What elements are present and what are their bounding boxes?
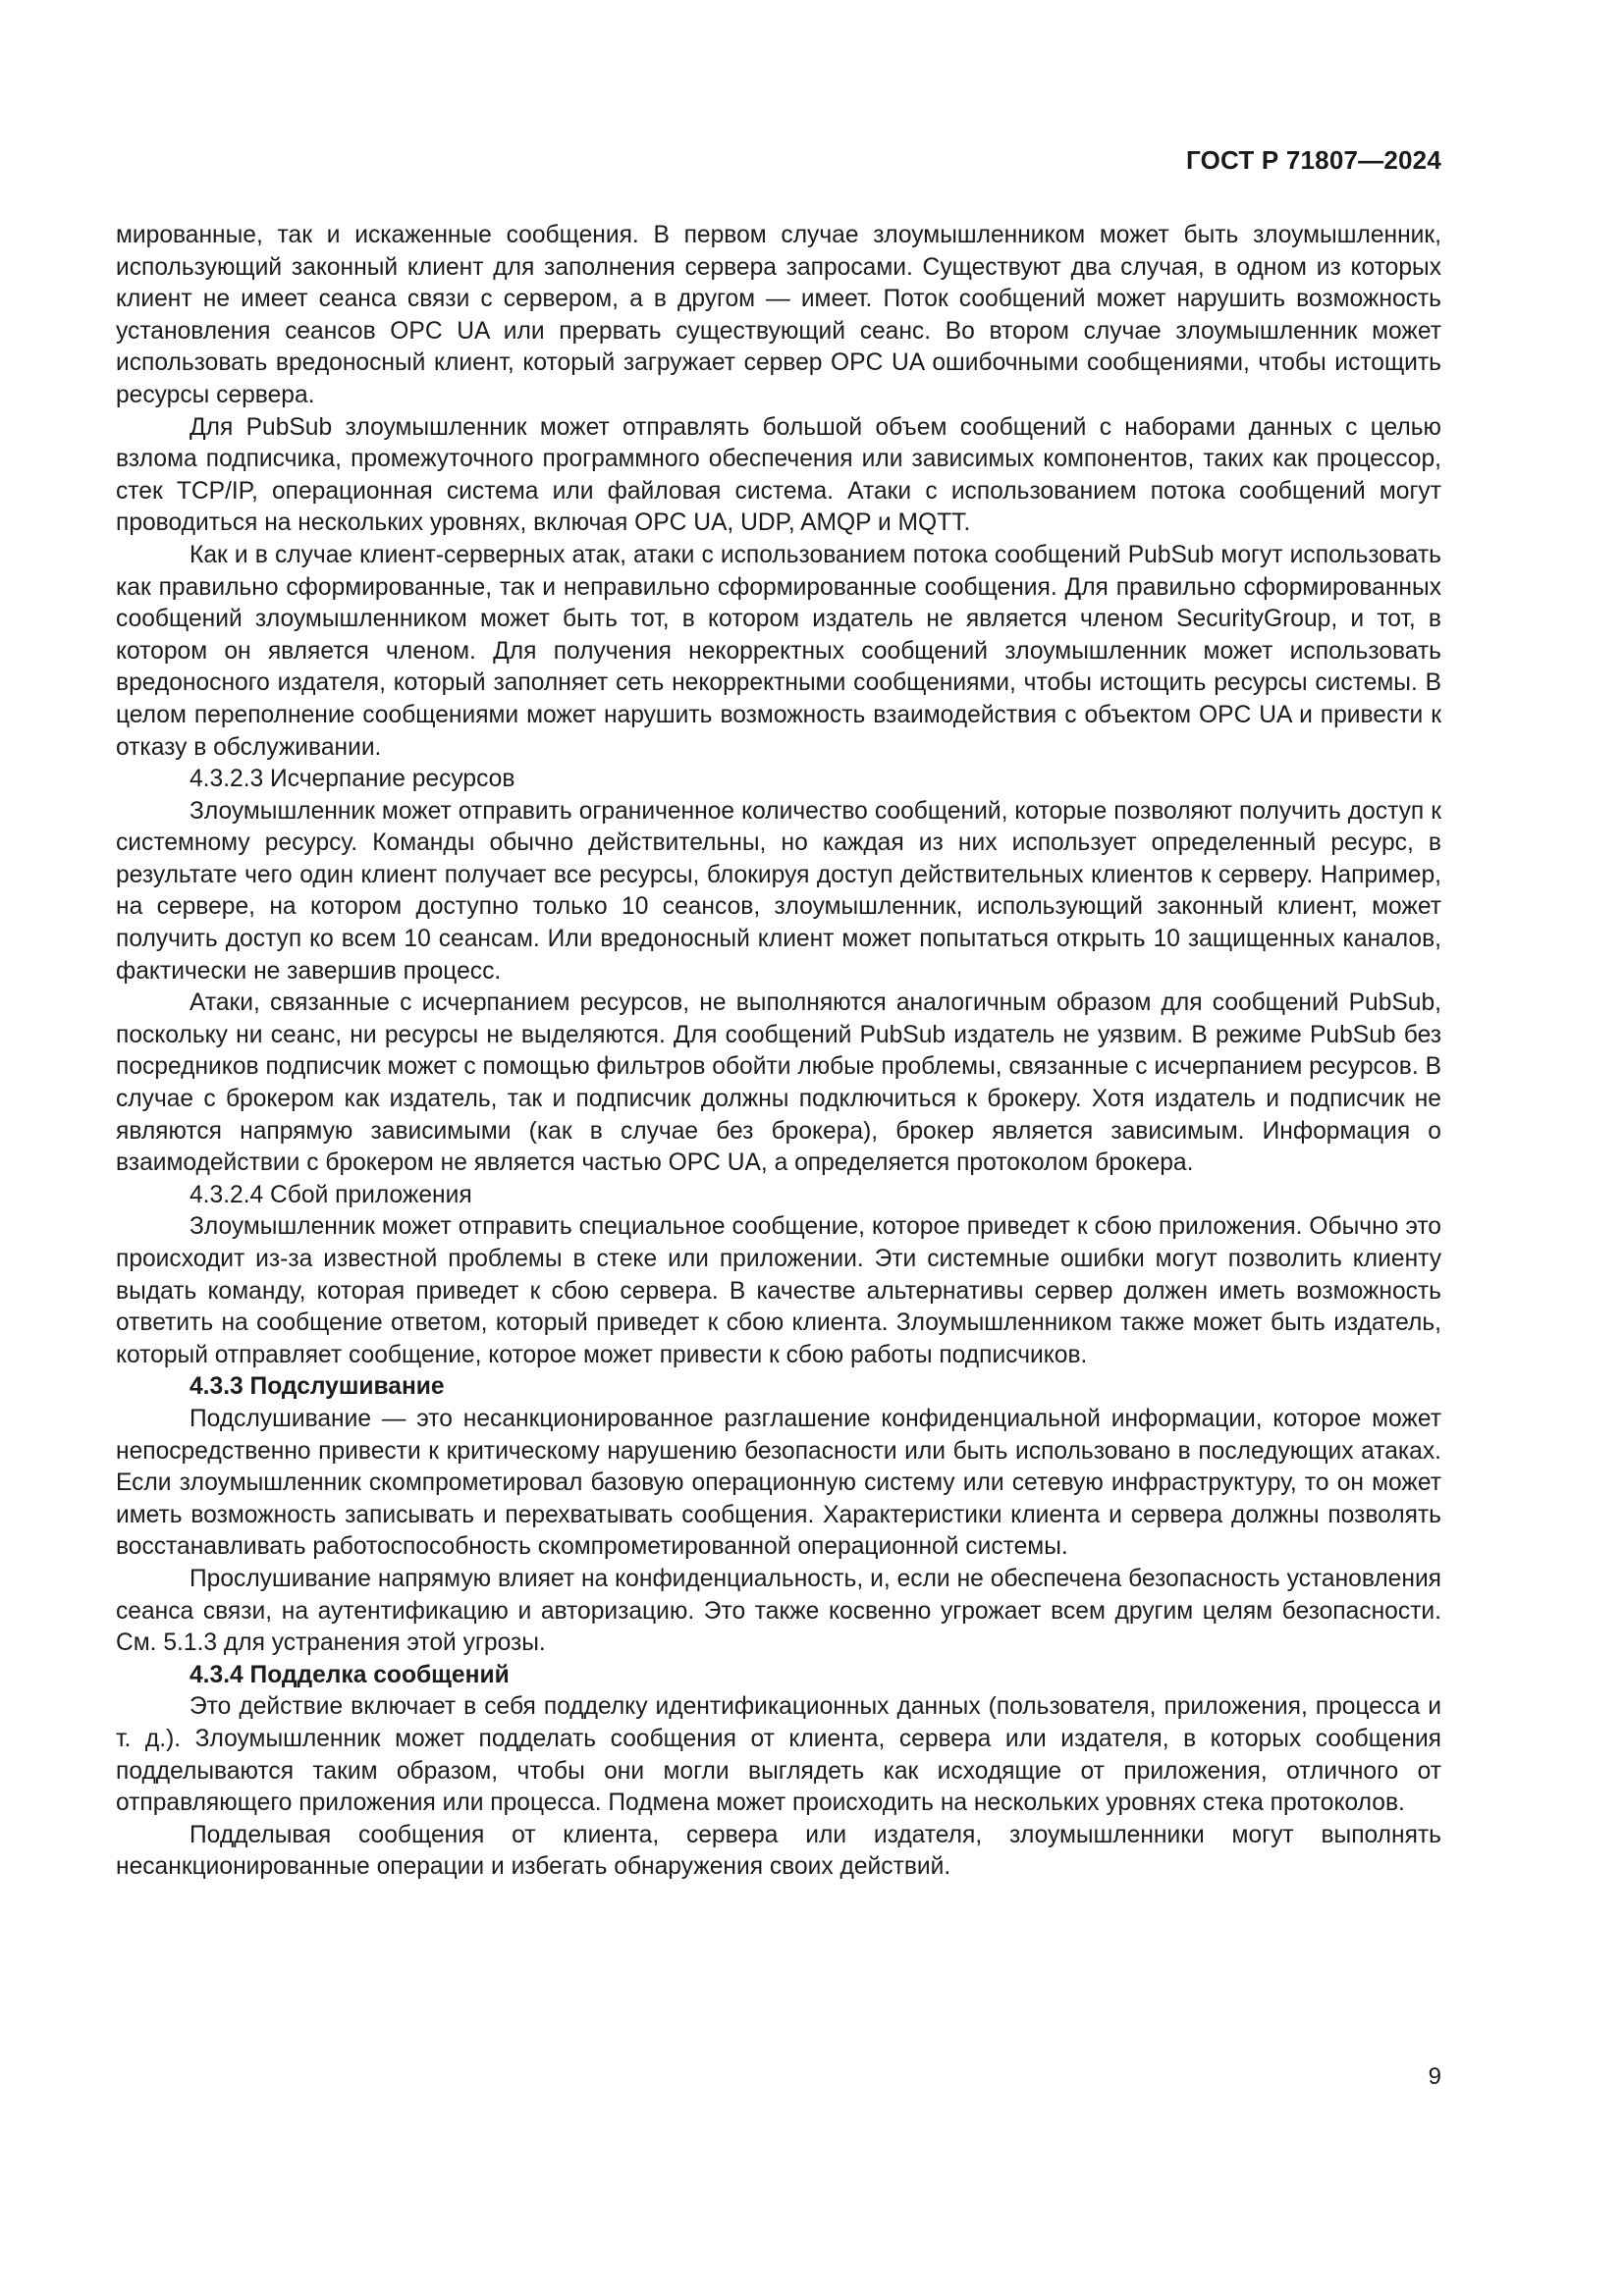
section-heading-4-3-2-4: 4.3.2.4 Сбой приложения (189, 1181, 472, 1208)
paragraph: Как и в случае клиент-серверных атак, атаки с использованием потока сообщений PubSub могут использовать как правильно сформированные, так и неправильно сформированные сообщения. Для правильно сформированных сообщений злоумышленником может быть тот, в котором издатель не является членом SecurityGroup, и тот, в котором он является членом. Для получения некорректных сообщений злоумышленник может использовать вредоносного издателя, который заполняет сеть некорректными сообщениями, чтобы истощить ресурсы системы. В целом переполнение сообщениями может нарушить возможность взаимодействия с объектом OPC UA и привести к отказу в обслуживании. (116, 541, 1441, 761)
section-heading-4-3-4: 4.3.4 Подделка сообщений (189, 1661, 510, 1688)
paragraph: Злоумышленник может отправить специальное сообщение, которое приведет к сбою приложения. Обычно это происходит из-за известной проблемы в стеке или приложении. Эти системные ошибки могут позволить клиенту выдать команду, которая приведет к сбою сервера. В качестве альтернативы сервер должен иметь возможность ответить на сообщение ответом, который приведет к сбою клиента. Злоумышленником также может быть издатель, который отправляет сообщение, которое может привести к сбою работы подписчиков. (116, 1213, 1441, 1368)
document-header: ГОСТ Р 71807—2024 (1186, 145, 1441, 175)
paragraph: Злоумышленник может отправить ограниченное количество сообщений, которые позволяют получить доступ к системному ресурсу. Команды обычно действительны, но каждая из них использует определенный ресурс, в результате чего один клиент получает все ресурсы, блокируя доступ действительных клиентов к серверу. Например, на сервере, на котором доступно только 10 сеансов, злоумышленник, использующий законный клиент, может получить доступ ко всем 10 сеансам. Или вредоносный клиент может попытаться открыть 10 защищенных каналов, фактически не завершив процесс. (116, 797, 1441, 985)
section-heading-4-3-2-3: 4.3.2.3 Исчерпание ресурсов (189, 766, 515, 793)
paragraph: Для PubSub злоумышленник может отправлять большой объем сообщений с наборами данных с целью взлома подписчика, промежуточного программного обеспечения или зависимых компонентов, таких как процессор, стек TCP/IP, операционная система или файловая система. Атаки с использованием потока сообщений могут проводиться на нескольких уровнях, включая OPC UA, UDP, AMQP и MQTT. (116, 413, 1441, 537)
paragraph: Это действие включает в себя подделку идентификационных данных (пользователя, приложения, процесса и т. д.). Злоумышленник может подделать сообщения от клиента, сервера или издателя, в которых сообщения подделываются таким образом, чтобы они могли выглядеть как исходящие от приложения, отличного от отправляющего приложения или процесса. Подмена может происходить на нескольких уровнях стека протоколов. (116, 1693, 1441, 1817)
paragraph: Подделывая сообщения от клиента, сервера или издателя, злоумышленники могут выполнять несанкционированные операции и избегать обнаружения своих действий. (116, 1821, 1441, 1881)
paragraph-continuation: мированные, так и искаженные сообщения. В первом случае злоумышленником может быть злоумышленник, использующий законный клиент для заполнения сервера запросами. Существуют два случая, в одном из которых клиент не имеет сеанса связи с сервером, а в другом — имеет. Поток сообщений может нарушить возможность установления сеансов OPC UA или прервать существующий сеанс. Во втором случае злоумышленник может использовать вредоносный клиент, который загружает сервер OPC UA ошибочными сообщениями, чтобы истощить ресурсы сервера. (116, 222, 1441, 408)
paragraph: Прослушивание напрямую влияет на конфиденциальность, и, если не обеспечена безопасность установления сеанса связи, на аутентификацию и авторизацию. Это также косвенно угрожает всем другим целям безопасности. См. 5.1.3 для устранения этой угрозы. (116, 1565, 1441, 1657)
document-body (116, 220, 1441, 1884)
paragraph: Атаки, связанные с исчерпанием ресурсов, не выполняются аналогичным образом для сообщений PubSub, поскольку ни сеанс, ни ресурсы не выделяются. Для сообщений PubSub издатель не уязвим. В режиме PubSub без посредников подписчик может с помощью фильтров обойти любые проблемы, связанные с исчерпанием ресурсов. В случае с брокером как издатель, так и подписчик должны подключиться к брокеру. Хотя издатель и подписчик не являются напрямую зависимыми (как в случае без брокера), брокер является зависимым. Информация о взаимодействии с брокером не является частью OPC UA, а определяется протоколом брокера. (116, 989, 1441, 1177)
paragraph: Подслушивание — это несанкционированное разглашение конфиденциальной информации, которое может непосредственно привести к критическому нарушению безопасности или быть использовано в последующих атаках. Если злоумышленник скомпрометировал базовую операционную систему или сетевую инфраструктуру, то он может иметь возможность записывать и перехватывать сообщения. Характеристики клиента и сервера должны позволять восстанавливать работоспособность скомпрометированной операционной системы. (116, 1405, 1441, 1561)
section-heading-4-3-3: 4.3.3 Подслушивание (189, 1373, 445, 1401)
page-number: 9 (1428, 2063, 1441, 2090)
